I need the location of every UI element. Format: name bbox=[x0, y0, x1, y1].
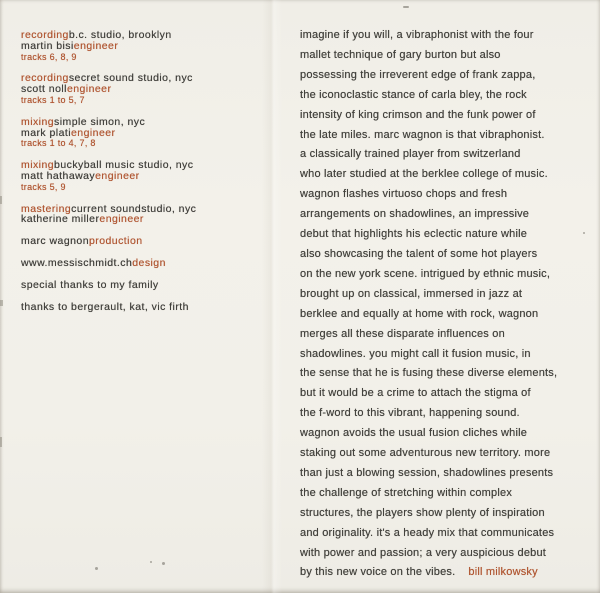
credit-place: secret sound studio, nyc bbox=[68, 72, 193, 85]
review-line: arrangements on shadowlines, an impressive bbox=[300, 208, 530, 221]
credit-tracks: tracks 1 to 5, 7 bbox=[21, 94, 85, 105]
review-author: bill milkowsky bbox=[468, 566, 538, 579]
review-line: wagnon flashes virtuoso chops and fresh bbox=[300, 188, 508, 201]
credit-person-role: engineer bbox=[71, 126, 116, 139]
review-line: the f-word to this vibrant, happening sound. bbox=[300, 407, 520, 420]
credits-column bbox=[21, 30, 286, 323]
scan-edge-mark bbox=[0, 300, 3, 306]
scan-speck bbox=[162, 562, 165, 565]
credit-person-role: production bbox=[88, 235, 143, 248]
credit-person: scott noll bbox=[21, 83, 67, 96]
scan-edge-mark bbox=[0, 196, 2, 204]
review-last-line bbox=[300, 563, 596, 583]
review-line: shadowlines. you might call it fusion music, in bbox=[300, 347, 531, 360]
credit-line: thanks to bergerault, kat, vic firth bbox=[21, 300, 189, 313]
scan-edge-mark bbox=[0, 437, 2, 447]
credit-place: current soundstudio, nyc bbox=[71, 202, 197, 215]
credit-role-label: mastering bbox=[21, 202, 72, 215]
credit-line bbox=[21, 236, 286, 247]
credit-role-label: mixing bbox=[21, 159, 55, 172]
credit-line bbox=[21, 128, 286, 139]
credit-person: www.messischmidt.ch bbox=[21, 256, 133, 269]
credit-line bbox=[21, 84, 286, 95]
review-column bbox=[300, 26, 596, 583]
credit-role-label: mixing bbox=[21, 115, 55, 128]
credit-tracks: tracks 1 to 4, 7, 8 bbox=[21, 138, 96, 149]
review-line: wagnon avoids the usual fusion cliches while bbox=[300, 427, 528, 440]
credit-role-label: recording bbox=[21, 29, 69, 41]
credit-person-role: engineer bbox=[73, 39, 119, 52]
review-line: but it would be a crime to attach the stigma of bbox=[300, 387, 531, 400]
review-line: who later studied at the berklee college of music. bbox=[300, 168, 548, 181]
credit-line bbox=[21, 214, 286, 225]
credit-line bbox=[21, 171, 286, 182]
review-line: a classically trained player from switzerland bbox=[300, 148, 521, 161]
thanks-line-endorsements bbox=[21, 302, 286, 313]
review-line: mallet technique of gary burton but also bbox=[300, 48, 501, 61]
credit-tracks: tracks 6, 8, 9 bbox=[21, 51, 77, 62]
review-closing-text: by this new voice on the vibes. bbox=[300, 566, 456, 579]
scan-speck bbox=[150, 561, 152, 563]
credit-group-recording-1 bbox=[21, 30, 286, 62]
credit-place: b.c. studio, brooklyn bbox=[68, 29, 172, 41]
credit-person: mark plati bbox=[21, 126, 72, 139]
credit-role-label: recording bbox=[21, 72, 69, 85]
thanks-line-family bbox=[21, 280, 286, 291]
credit-line bbox=[21, 258, 286, 269]
review-line: the iconoclastic stance of carla bley, the rock bbox=[300, 88, 527, 101]
review-line: intensity of king crimson and the funk power of bbox=[300, 108, 536, 121]
scan-speck bbox=[403, 6, 409, 8]
credit-place: buckyball music studio, nyc bbox=[54, 159, 194, 172]
credit-person: katherine miller bbox=[21, 213, 100, 226]
review-line: possessing the irreverent edge of frank zappa, bbox=[300, 68, 536, 81]
credit-person-role: engineer bbox=[66, 83, 112, 96]
credit-line bbox=[21, 41, 286, 52]
review-line: the late miles. marc wagnon is that vibraphonist. bbox=[300, 128, 545, 141]
credit-production bbox=[21, 236, 286, 247]
credit-group-mixing-1 bbox=[21, 117, 286, 149]
review-line: than just a blowing session, shadowlines presents bbox=[300, 466, 554, 479]
review-line: berklee and equally at home with rock, wagnon bbox=[300, 307, 539, 320]
credit-group-mixing-2 bbox=[21, 160, 286, 192]
credit-design bbox=[21, 258, 286, 269]
scan-speck bbox=[95, 567, 98, 570]
review-line: structures, the players show plenty of inspiration bbox=[300, 506, 545, 519]
credit-line: special thanks to my family bbox=[21, 278, 159, 291]
credit-group-mastering bbox=[21, 204, 286, 226]
review-line: merges all these disparate influences on bbox=[300, 327, 505, 340]
review-line: on the new york scene. intrigued by ethnic music, bbox=[300, 267, 551, 280]
review-line: also showcasing the talent of some hot players bbox=[300, 247, 538, 260]
review-line: with power and passion; a very auspicious debut bbox=[300, 546, 547, 559]
credit-place: simple simon, nyc bbox=[54, 115, 146, 128]
review-line: the sense that he is fusing these diverse elements, bbox=[300, 367, 558, 380]
credit-person: marc wagnon bbox=[21, 235, 89, 248]
credit-tracks: tracks 5, 9 bbox=[21, 181, 66, 192]
credit-person-role: design bbox=[132, 256, 166, 269]
credit-group-recording-2 bbox=[21, 73, 286, 105]
credit-person-role: engineer bbox=[95, 169, 140, 182]
credit-person: martin bisi bbox=[21, 39, 74, 52]
review-line: and originality. it's a heady mix that communicates bbox=[300, 526, 555, 539]
review-line: brought up on classical, immersed in jazz at bbox=[300, 287, 523, 300]
review-line: staking out some adventurous new territory. more bbox=[300, 447, 551, 460]
review-line: the challenge of stretching within complex bbox=[300, 486, 513, 499]
credit-person: matt hathaway bbox=[21, 169, 96, 182]
credit-person-role: engineer bbox=[99, 213, 144, 226]
review-line: debut that highlights his eclectic nature while bbox=[300, 228, 528, 241]
review-line: imagine if you will, a vibraphonist with the four bbox=[300, 29, 534, 41]
